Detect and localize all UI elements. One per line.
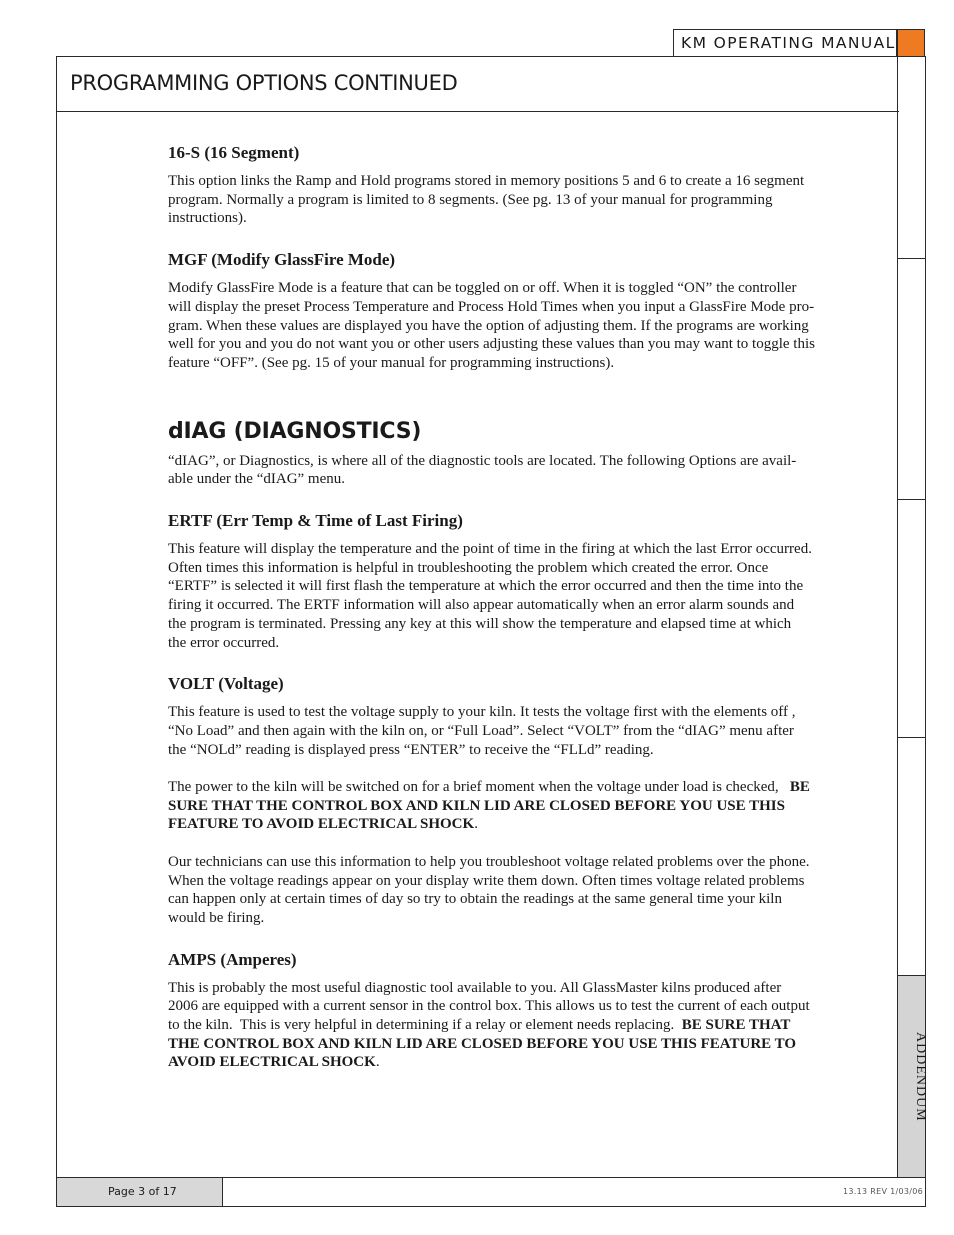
text-line: This feature is used to test the voltage supply to your kiln. It tests the voltage first with the elements off , xyxy=(168,704,796,721)
heading-16s: 16-S (16 Segment) xyxy=(168,143,300,162)
text-line: This is probably the most useful diagnostic tool available to you. All GlassMaster kilns produced after xyxy=(168,979,782,996)
text-line: well for you and you do not want you or other users adjusting these values than you may want to toggle this xyxy=(168,336,815,353)
text-line: . xyxy=(375,1054,380,1071)
orange-header-tab xyxy=(897,29,925,56)
text-line: . xyxy=(474,816,478,833)
side-tab-divider xyxy=(897,499,926,500)
main-content xyxy=(168,143,842,1072)
side-tab-divider xyxy=(897,737,926,738)
text-line: 2006 are equipped with a current sensor in the control box. This allows us to test the current of each output xyxy=(168,998,810,1015)
text-line: to the kiln. This is very helpful in determining if a relay or element needs replacing. xyxy=(168,1017,682,1034)
text-line: gram. When these values are displayed you have the option of adjusting them. If the programs are working xyxy=(168,317,809,334)
text-line: able under the “dIAG” menu. xyxy=(168,471,346,488)
paragraph-mgf xyxy=(168,279,842,373)
text-line: feature “OFF”. (See pg. 15 of your manual for programming instructions). xyxy=(168,354,615,371)
warning-text: BE SURE THAT xyxy=(681,1017,791,1034)
section-title: PROGRAMMING OPTIONS CONTINUED xyxy=(70,71,458,95)
addendum-tab-label: ADDENDUM xyxy=(913,1032,928,1122)
text-line: can happen only at certain times of day so try to obtain the readings at the same general time your kiln xyxy=(168,891,782,908)
warning-text: BE xyxy=(789,779,810,796)
warning-text: SURE THAT THE CONTROL BOX AND KILN LID ARE CLOSED BEFORE YOU USE THIS xyxy=(168,797,785,814)
paragraph-volt-warning xyxy=(168,778,842,834)
heading-ertf: ERTF (Err Temp & Time of Last Firing) xyxy=(168,511,463,531)
text-line: This feature will display the temperature and the point of time in the firing at which the last Error occurred. xyxy=(168,541,812,558)
page-number: Page 3 of 17 xyxy=(57,1178,223,1206)
text-line: instructions). xyxy=(168,210,247,227)
side-tab-divider xyxy=(897,258,926,259)
text-line: “No Load” and then again with the kiln on, or “Full Load”. Select “VOLT” from the “dIAG” menu after xyxy=(168,722,794,739)
manual-title: KM OPERATING MANUAL xyxy=(673,29,897,56)
text-line: the error occurred. xyxy=(168,634,280,651)
heading-volt: VOLT (Voltage) xyxy=(168,674,284,694)
paragraph-diag xyxy=(168,452,842,489)
text-line: firing it occurred. The ERTF information will also appear automatically when an error alarm sounds and xyxy=(168,597,795,614)
paragraph-volt-1 xyxy=(168,703,842,759)
paragraph-16s xyxy=(168,172,842,228)
heading-diag: dIAG (DIAGNOSTICS) xyxy=(168,418,422,444)
text-line: Modify GlassFire Mode is a feature that can be toggled on or off. When it is toggled “ON” the controller xyxy=(168,280,797,297)
heading-mgf: MGF (Modify GlassFire Mode) xyxy=(168,250,396,270)
text-line: The power to the kiln will be switched on for a brief moment when the voltage under load is checked, xyxy=(168,779,790,796)
text-line: Often times this information is helpful in troubleshooting the problem which created the error. Once xyxy=(168,559,769,576)
text-line: “ERTF” is selected it will first flash the temperature at which the error occurred and then the time into the xyxy=(168,578,804,595)
paragraph-volt-3 xyxy=(168,853,842,928)
text-line: Our technicians can use this information to help you troubleshoot voltage related problems over the phone. xyxy=(168,853,810,870)
text-line: This option links the Ramp and Hold programs stored in memory positions 5 and 6 to create a 16 segment xyxy=(168,173,805,189)
paragraph-ertf xyxy=(168,540,842,652)
heading-amps: AMPS (Amperes) xyxy=(168,949,297,969)
text-line: would be firing. xyxy=(168,909,265,926)
revision-code: 13.13 REV 1/03/06 xyxy=(843,1187,924,1196)
text-line: When the voltage readings appear on your display write them down. Often times voltage related problems xyxy=(168,872,805,889)
paragraph-amps xyxy=(168,979,842,1073)
text-line: program. Normally a program is limited to 8 segments. (See pg. 13 of your manual for programming xyxy=(168,191,773,208)
warning-text: AVOID ELECTRICAL SHOCK xyxy=(168,1054,376,1071)
text-line: will display the preset Process Temperature and Process Hold Times when you input a GlassFire Mode pro- xyxy=(168,298,815,315)
text-line: “dIAG”, or Diagnostics, is where all of the diagnostic tools are located. The following Options are avail- xyxy=(168,452,797,469)
warning-text: FEATURE TO AVOID ELECTRICAL SHOCK xyxy=(168,816,475,833)
text-line: the “NOLd” reading is displayed press “ENTER” to receive the “FLLd” reading. xyxy=(168,741,654,758)
warning-text: THE CONTROL BOX AND KILN LID ARE CLOSED BEFORE YOU USE THIS FEATURE TO xyxy=(168,1035,797,1052)
text-line: the program is terminated. Pressing any key at this will show the temperature and elapsed time at which xyxy=(168,615,792,632)
